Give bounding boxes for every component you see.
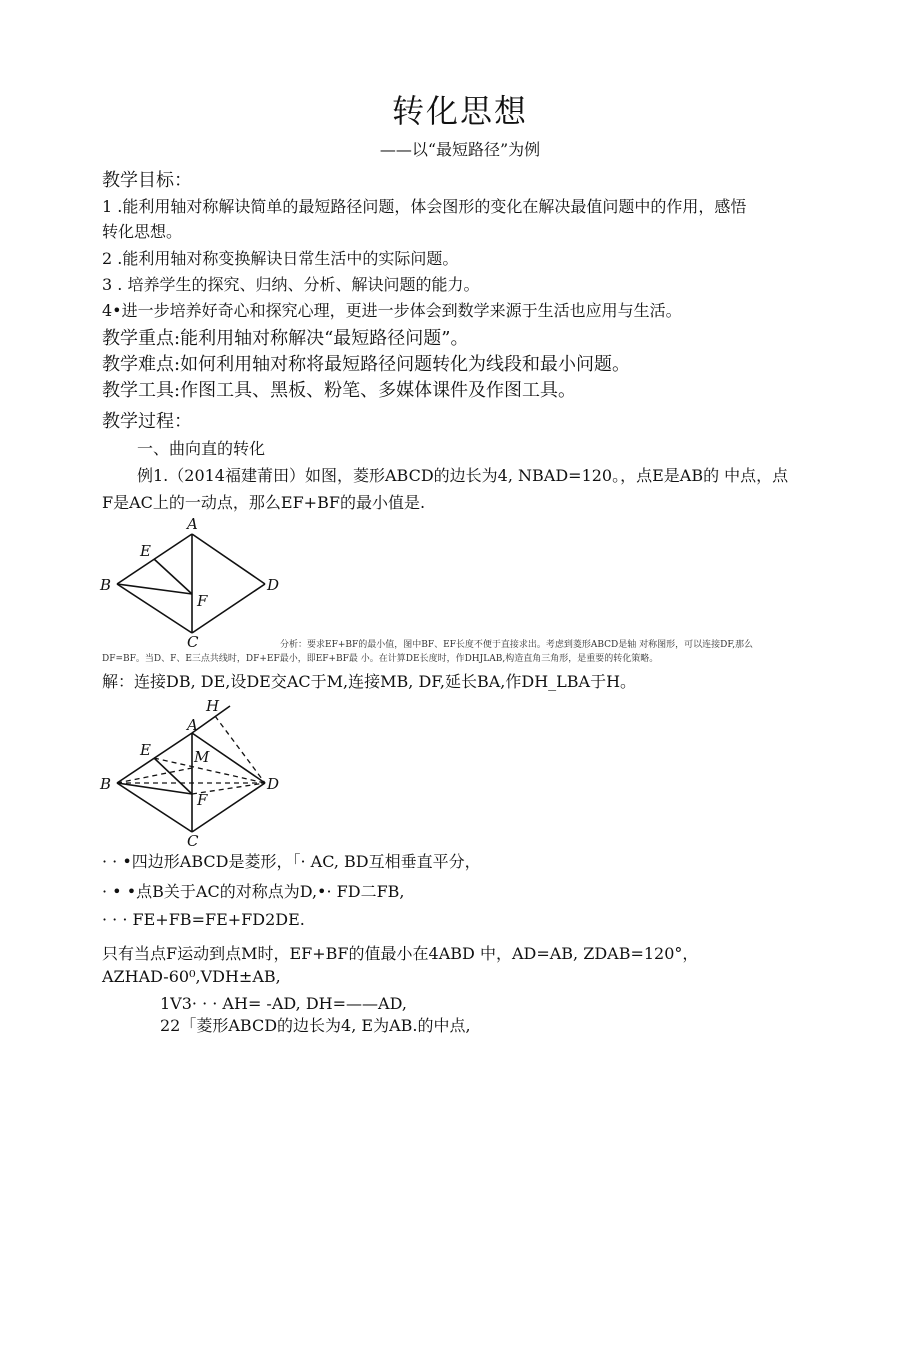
fig1-label-a: A: [187, 515, 198, 533]
fig2-label-h: H: [206, 697, 220, 715]
example-1-line1: 例1.（2014福建莆田）如图，菱形ABCD的边长为4, NBAD=120。，点E是AB的 中点，点: [137, 466, 789, 485]
section-1-heading: 一、曲向直的转化: [137, 439, 266, 458]
fig1-label-b: B: [100, 576, 112, 594]
objective-1-line1: 1 .能利用轴对称解诀简单的最短路径问题，体会图形的变化在解决最值问题中的作用，感悟: [102, 197, 747, 216]
step-6: 1V3· · · AH= -AD, DH=——AD,: [160, 994, 407, 1013]
step-7: 22「菱形ABCD的边长为4, E为AB.的中点,: [160, 1016, 471, 1035]
key-point: 教学重点:能利用轴对称解决“最短路径问题”。: [102, 328, 469, 349]
solution-intro: 解：连接DB, DE,设DE交AC于M,连接MB, DF,延长BA,作DH_LBA于H。: [102, 672, 637, 691]
page-title: 转化思想: [391, 92, 528, 130]
fig2-label-b: B: [100, 775, 112, 793]
tools: 教学工具:作图工具、黑板、粉笔、多媒体课件及作图工具。: [102, 380, 577, 401]
fig1-label-c: C: [187, 633, 199, 650]
step-4: 只有当点F运动到点M时，EF+BF的值最小在4ABD 中，AD=AB, ZDAB=120°，: [102, 944, 699, 963]
figure-1-rhombus: [95, 514, 295, 650]
step-1: · · •四边形ABCD是菱形，「· AC, BD互相垂直平分，: [102, 852, 481, 871]
fig2-label-f: F: [197, 791, 208, 809]
fig2-label-d: D: [267, 775, 280, 793]
step-2: · • •点B关于AC的对称点为D,•· FD二FB,: [102, 882, 405, 901]
analysis-line1: 分析：要求EF+BF的最小值，图中BF、EF长度不便于直接求出。考虑到菱形ABCD是轴 对称图形，可以连接DF,那么: [280, 640, 754, 650]
page-subtitle: ——以“最短路径”为例: [379, 140, 541, 159]
objective-4: 4•进一步培养好奇心和探究心理，更进一步体会到数学来源于生活也应用与生活。: [102, 301, 682, 320]
fig1-label-f: F: [197, 592, 208, 610]
objective-2: 2 .能利用轴对称变换解诀日常生活中的实际问题。: [102, 249, 459, 268]
fig1-label-e: E: [140, 542, 151, 560]
fig2-label-a: A: [187, 716, 198, 734]
figure-2-rhombus-construction: [95, 694, 295, 850]
analysis-line2: DF=BF。当D、F、E三点共线时，DF+EF最小，即EF+BF最 小。在计算DE长度时，作DHJLAB,构造直角三角形，是重要的转化策略。: [102, 654, 659, 664]
fig1-label-d: D: [267, 576, 280, 594]
difficulty: 教学难点:如何利用轴对称将最短路径问题转化为线段和最小问题。: [102, 354, 631, 375]
step-3: · · · FE+FB=FE+FD2DE.: [102, 910, 305, 929]
process-heading: 教学过程：: [102, 411, 192, 432]
step-5: AZHAD-60⁰,VDH±AB,: [102, 967, 281, 986]
example-1-line2: F是AC上的一动点，那么EF+BF的最小值是.: [102, 493, 426, 512]
objective-1-line2: 转化思想。: [102, 222, 183, 241]
fig2-label-c: C: [187, 832, 199, 850]
objective-3: 3 . 培养学生的探究、归纳、分析、解诀问题的能力。: [102, 275, 480, 294]
fig2-label-e: E: [140, 741, 151, 759]
fig2-label-m: M: [194, 748, 210, 766]
objectives-heading: 教学目标：: [102, 170, 192, 191]
